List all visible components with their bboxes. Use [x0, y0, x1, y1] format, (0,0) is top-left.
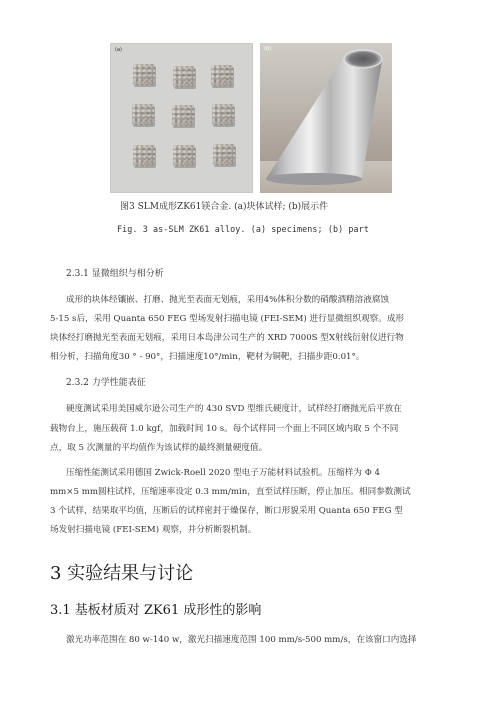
specimen-block: [132, 104, 154, 125]
paragraph-line: 压缩性能测试采用德国 Zwick-Roell 2020 型电子万能材料试验机。压缩样为 Φ 4: [66, 468, 380, 478]
section-3-1-heading: 3.1 基板材质对 ZK61 成形性的影响: [50, 603, 262, 618]
paragraph-line: 成形的块体经镶嵌、打磨、抛光至表面无划痕，采用4%体积分数的硝酸酒精溶液腐蚀: [66, 295, 390, 305]
chapter-3-heading: 3 实验结果与讨论: [50, 563, 194, 584]
paragraph-line: 块体经打磨抛光至表面无划痕，采用日本岛津公司生产的 XRD 7000S 型X射线衍射仪进行物: [50, 333, 404, 343]
figure-caption-en: Fig. 3 as-SLM ZK61 alloy. (a) specimens; (b) part: [117, 224, 369, 234]
paragraph-line: 3 个试样，结果取平均值，压断后的试样密封于燥保存，断口形貌采用 Quanta 650 FEG 型: [50, 506, 403, 516]
paragraph-line: 点，取 5 次测量的平均值作为该试样的最终测量硬度值。: [50, 443, 268, 453]
paragraph-line: 相分析，扫描角度30 ° - 90°，扫描速度10°/min，靶材为铜靶，扫描步距0.01°。: [50, 352, 365, 362]
figure-3: [110, 43, 392, 193]
paragraph-line: 场发射扫描电镜 (FEI-SEM) 观察，并分析断裂机制。: [50, 525, 257, 535]
figure-caption-zh: 图3 SLM成形ZK61镁合金. (a)块体试样; (b)展示件: [120, 202, 329, 212]
section-2-3-2-heading: 2.3.2 力学性能表征: [66, 378, 146, 388]
paragraph-line: 5-15 s后，采用 Quanta 650 FEG 型场发射扫描电镜 (FEI-SEM) 进行显微组织观察。成形: [50, 314, 405, 324]
specimen-block: [133, 145, 155, 166]
specimen-block: [172, 105, 194, 126]
specimen-block: [173, 145, 195, 166]
specimen-block: [173, 66, 195, 87]
paragraph-line: 激光功率范围在 80 w-140 w，激光扫描速度范围 100 mm/s-500 mm/s，在该窗口内选择: [66, 635, 417, 645]
paragraph-line: 硬度测试采用美国威尔逊公司生产的 430 SVD 型维氏硬度计，试样经打磨抛光后平放在: [66, 404, 402, 414]
section-2-3-1-heading: 2.3.1 显微组织与相分析: [66, 269, 164, 279]
panel-b-part-photo: [260, 43, 392, 193]
panel-a-label: (a): [115, 47, 122, 53]
specimen-block: [213, 144, 235, 165]
specimen-block: [133, 64, 155, 85]
specimen-block: [211, 65, 233, 86]
panel-b-label: (b): [264, 46, 272, 52]
cone-part-image: [260, 43, 392, 193]
paragraph-line: 载物台上，施压载荷 1.0 kgf，加载时间 10 s。每个试样同一个面上不同区域内取 5 个不同: [50, 424, 399, 434]
specimen-block: [212, 104, 234, 125]
panel-a-specimens-photo: [110, 43, 253, 193]
paragraph-line: mm×5 mm圆柱试样，压缩速率设定 0.3 mm/min，直至试样压断，停止加压。相同参数测试: [50, 487, 411, 497]
